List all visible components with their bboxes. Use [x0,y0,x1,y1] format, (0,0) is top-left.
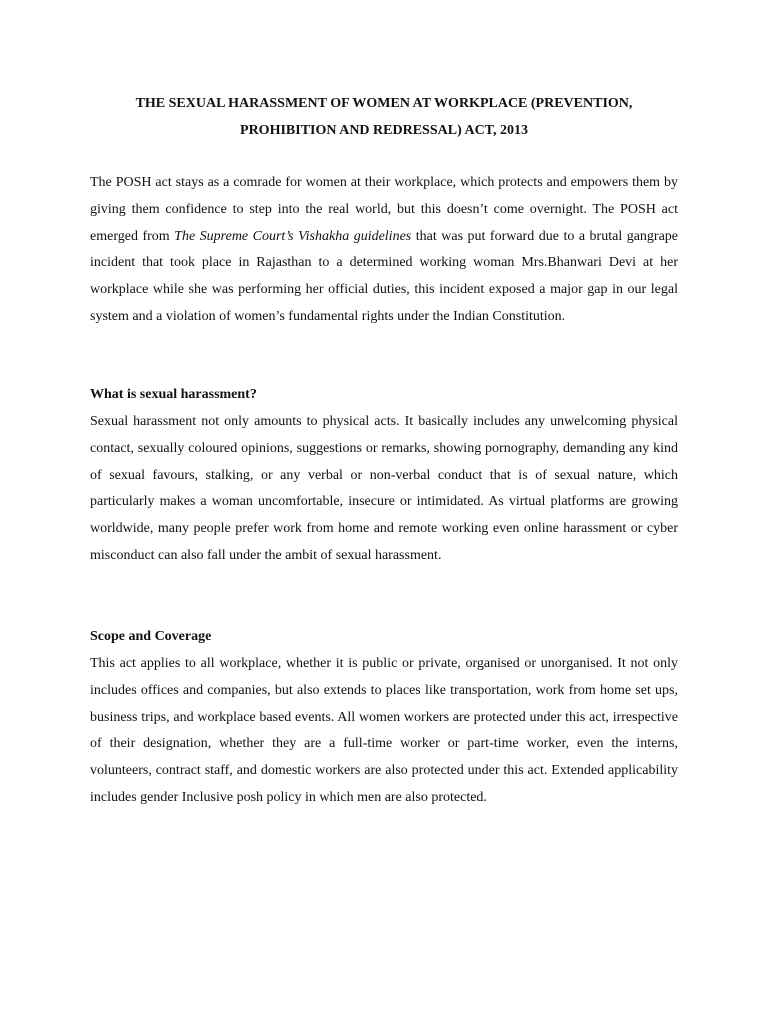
document-title [90,90,678,144]
section-heading-what-is-sexual-harassment: What is sexual harassment? [90,387,257,402]
document-title-line-1: THE SEXUAL HARASSMENT OF WOMEN AT WORKPLACE (PREVENTION, [135,96,633,111]
section-body-scope-and-coverage: This act applies to all workplace, whether it is public or private, organised or unorganised. It not only includes offices and companies, but also extends to places like transportation, work from home set ups, business trips, and workplace based events. All women workers are protected under this act, irrespective of their designation, whether they are a full-time worker or part-time worker, even the interns, volunteers, contract staff, and domestic workers are also protected under this act. Extended applicability includes gender Inclusive posh policy in which men are also protected. [90,656,678,805]
intro-italic-reference: The Supreme Court’s Vishakha guidelines [174,228,412,244]
document-title-line-2: PROHIBITION AND REDRESSAL) ACT, 2013 [240,123,528,138]
intro-paragraph [90,170,678,331]
section-body-what-is-sexual-harassment: Sexual harassment not only amounts to physical acts. It basically includes any unwelcoming physical contact, sexually coloured opinions, suggestions or remarks, showing pornography, demanding any kind of sexual favours, stalking, or any verbal or non-verbal conduct that is of sexual nature, which particularly makes a woman uncomfortable, insecure or intimidated. As virtual platforms are growing worldwide, many people prefer work from home and remote working even online harassment or cyber misconduct can also fall under the ambit of sexual harassment. [90,414,678,563]
intro-text-start: The POSH act stays as a comrade for women at their workplace, which protects and empowers them by giving them confidence to step into the real world, but this doesn’t come overnight. The POSH act emerged from [90,175,678,244]
section-heading-scope-and-coverage: Scope and Coverage [90,629,212,644]
intro-text-end: that was put forward due to a brutal gangrape incident that took place in Rajasthan to a determined working woman Mrs.Bhanwari Devi at her workplace while she was performing her official duties, this incident exposed a major gap in our legal system and a violation of women’s fundamental rights under the Indian Constitution. [90,228,679,324]
